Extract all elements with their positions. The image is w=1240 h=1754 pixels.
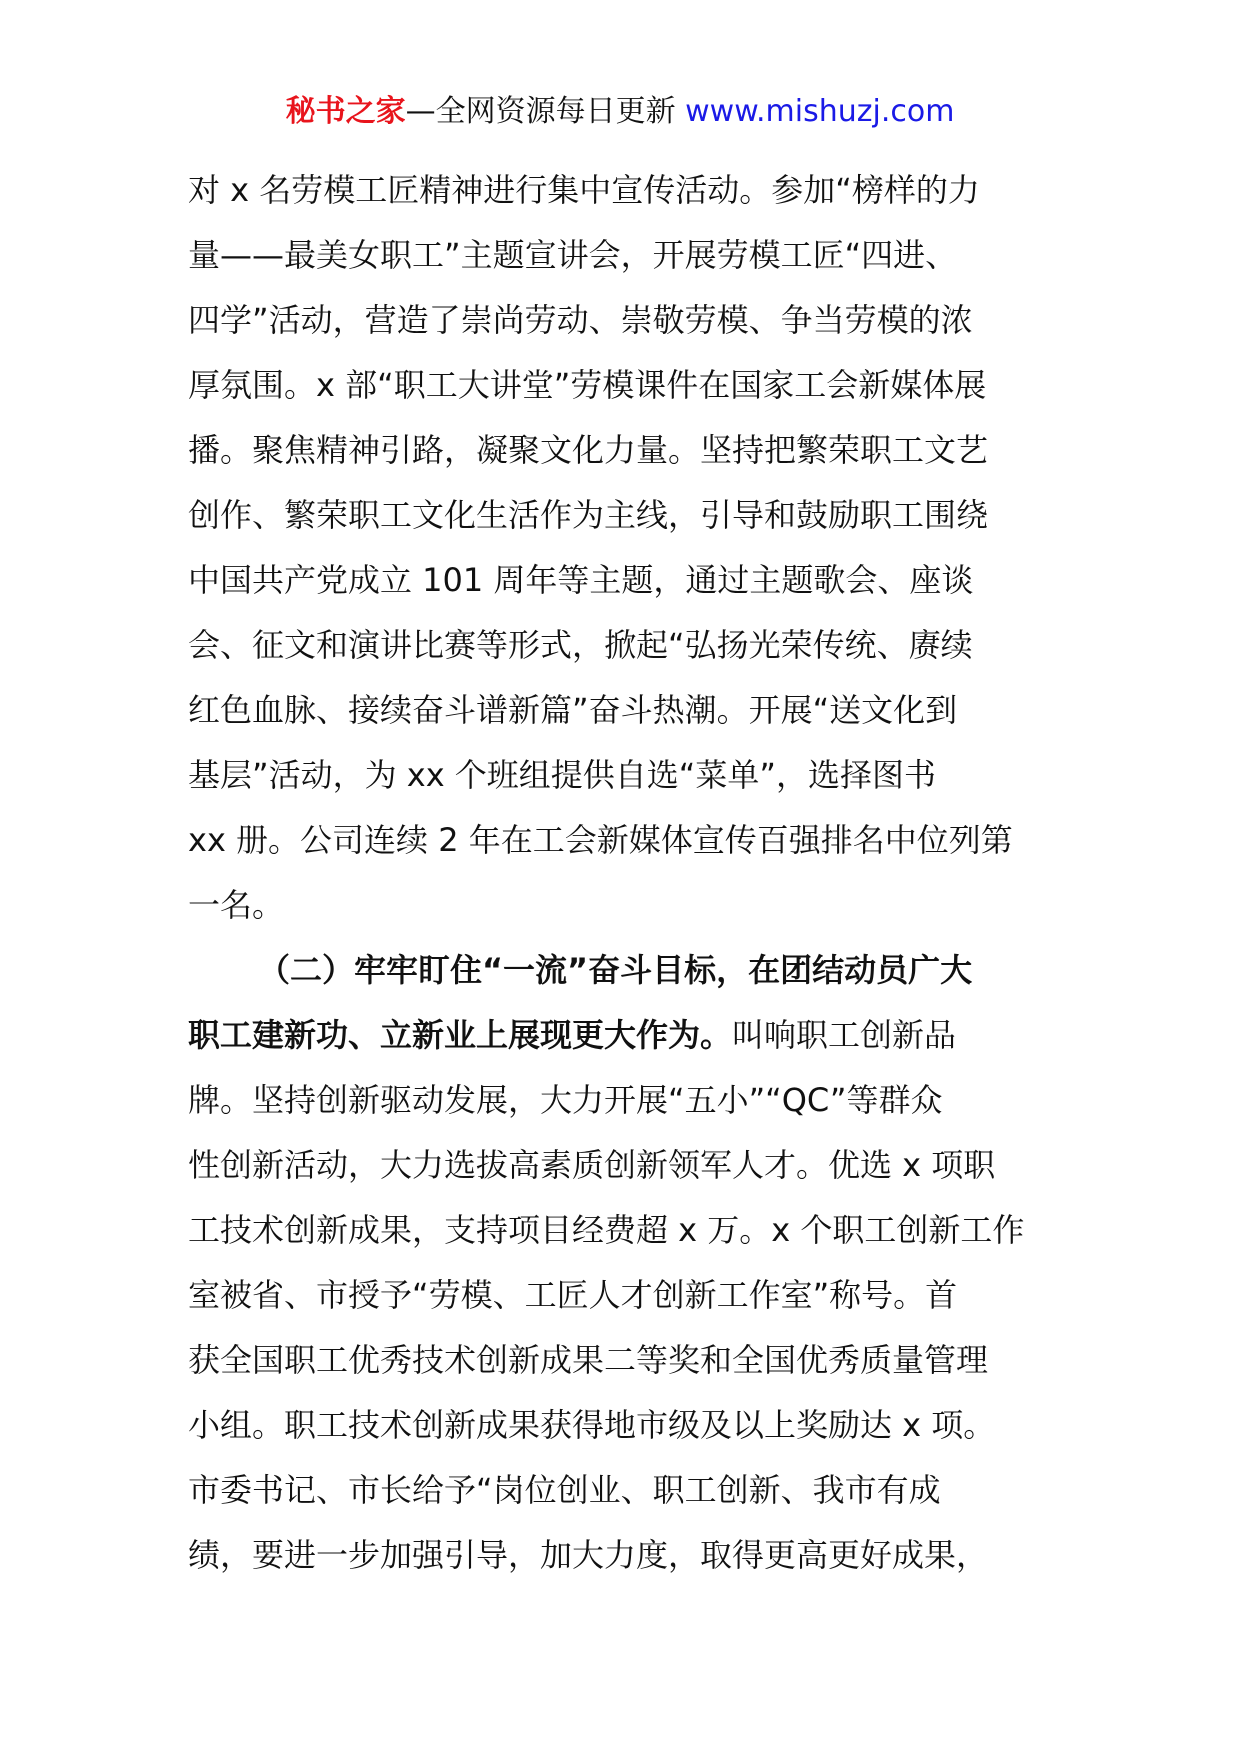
body-line: 四学”活动，营造了崇尚劳动、崇敬劳模、争当劳模的浓 [188, 301, 973, 339]
site-brand: 秘书之家 [285, 94, 406, 129]
body-line: 室被省、市授予“劳模、工匠人才创新工作室”称号。首 [188, 1276, 958, 1314]
body-line: 工技术创新成果，支持项目经费超 x 万。x 个职工创新工作 [188, 1211, 1025, 1249]
body-line: 会、征文和演讲比赛等形式，掀起“弘扬光荣传统、赓续 [188, 626, 973, 664]
body-line: 牌。坚持创新驱动发展，大力开展“五小”“QC”等群众 [188, 1081, 943, 1119]
body-line: 小组。职工技术创新成果获得地市级及以上奖励达 x 项。 [188, 1406, 996, 1444]
body-line: 获全国职工优秀技术创新成果二等奖和全国优秀质量管理 [188, 1341, 989, 1379]
body-line: 厚氛围。x 部“职工大讲堂”劳模课件在国家工会新媒体展 [188, 366, 987, 404]
body-line: 绩，要进一步加强引导，加大力度，取得更高更好成果， [188, 1536, 989, 1574]
body-line: 中国共产党成立 101 周年等主题，通过主题歌会、座谈 [188, 561, 974, 599]
body-line: 播。聚焦精神引路，凝聚文化力量。坚持把繁荣职工文艺 [188, 431, 989, 469]
body-line: 性创新活动，大力选拔高素质创新领军人才。优选 x 项职 [188, 1146, 996, 1184]
section-heading-rest: 叫响职工创新品 [732, 1016, 957, 1054]
section-heading: （二）牢牢盯住“一流”奋斗目标，在团结动员广大 [258, 951, 973, 989]
document-body [188, 158, 1058, 1588]
body-line: 创作、繁荣职工文化生活作为主线，引导和鼓励职工围绕 [188, 496, 989, 534]
body-line: 市委书记、市长给予“岗位创业、职工创新、我市有成 [188, 1471, 941, 1509]
body-line: 基层”活动，为 xx 个班组提供自选“菜单”，选择图书 [188, 756, 936, 794]
body-line: 对 x 名劳模工匠精神进行集中宣传活动。参加“榜样的力 [188, 171, 980, 209]
body-line: 红色血脉、接续奋斗谱新篇”奋斗热潮。开展“送文化到 [188, 691, 958, 729]
body-line: 一名。 [188, 886, 285, 924]
section-heading-continued [188, 1003, 1058, 1068]
site-url-link[interactable]: www.mishuzj.com [685, 94, 955, 129]
site-header [0, 92, 1240, 132]
site-tagline: —全网资源每日更新 [405, 94, 676, 129]
body-line: 量——最美女职工”主题宣讲会，开展劳模工匠“四进、 [188, 236, 958, 274]
body-line: xx 册。公司连续 2 年在工会新媒体宣传百强排名中位列第 [188, 821, 1013, 859]
section-heading-bold: 职工建新功、立新业上展现更大作为。 [188, 1016, 733, 1054]
